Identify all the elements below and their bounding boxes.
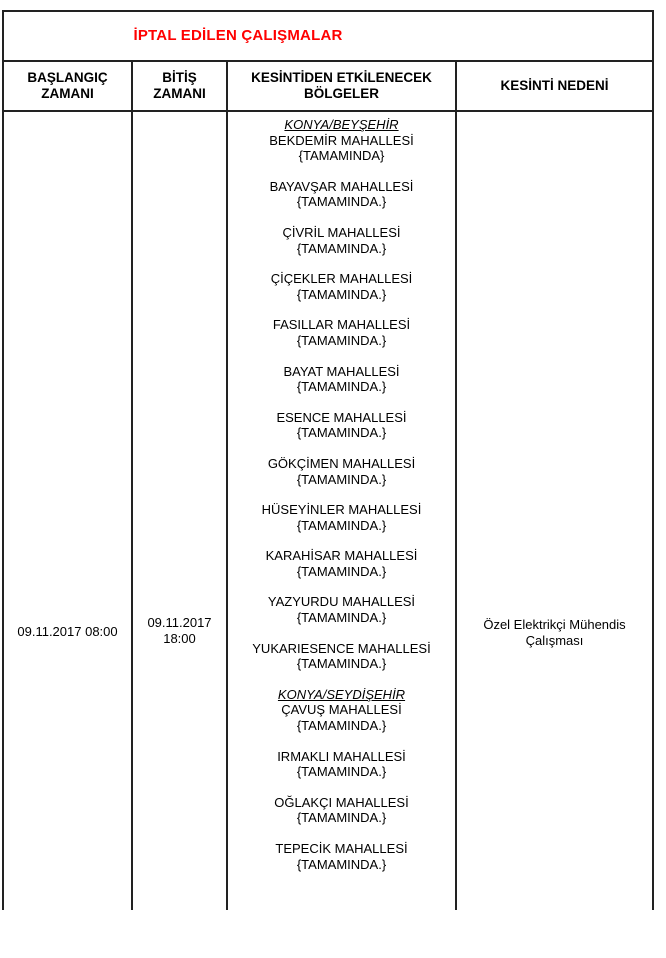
neighborhood-item [228, 456, 455, 487]
neighborhood-list [228, 133, 455, 672]
neighborhood-name: ÇAVUŞ MAHALLESİ [281, 702, 402, 718]
neighborhood-item [228, 548, 455, 579]
neighborhood-item [228, 179, 455, 210]
neighborhood-name: YAZYURDU MAHALLESİ [267, 594, 416, 610]
district-heading: KONYA/BEYŞEHİR [284, 117, 399, 132]
neighborhood-scope: {TAMAMINDA.} [296, 764, 387, 780]
neighborhood-scope: {TAMAMINDA.} [296, 379, 387, 395]
neighborhood-item [228, 410, 455, 441]
neighborhood-name: KARAHİSAR MAHALLESİ [265, 548, 418, 564]
neighborhood-name: HÜSEYİNLER MAHALLESİ [261, 502, 422, 518]
region-group [228, 687, 455, 872]
neighborhood-item [228, 317, 455, 348]
neighborhood-name: YUKARIESENCE MAHALLESİ [252, 640, 431, 656]
neighborhood-name: ÇİÇEKLER MAHALLESİ [270, 271, 413, 287]
column-header-affected-regions: KESİNTİDEN ETKİLENECEK BÖLGELER [228, 62, 457, 110]
neighborhood-item [228, 594, 455, 625]
neighborhood-name: GÖKÇİMEN MAHALLESİ [267, 455, 416, 471]
page-title: İPTAL EDİLEN ÇALIŞMALAR [133, 27, 343, 44]
title-wrap [4, 27, 472, 45]
regions-list [228, 117, 455, 872]
column-header-end-time: BİTİŞ ZAMANI [133, 62, 228, 110]
neighborhood-item [228, 502, 455, 533]
neighborhood-item [228, 271, 455, 302]
neighborhood-scope: {TAMAMINDA.} [296, 718, 387, 734]
neighborhood-scope: {TAMAMINDA.} [296, 563, 387, 579]
neighborhood-item [228, 225, 455, 256]
cell-outage-reason: Özel Elektrikçi Mühendis Çalışması [483, 617, 626, 648]
neighborhood-scope: {TAMAMINDA.} [296, 517, 387, 533]
neighborhood-scope: {TAMAMINDA.} [296, 610, 387, 626]
neighborhood-item [228, 641, 455, 672]
column-header-outage-reason: KESİNTİ NEDENİ [500, 78, 609, 93]
district-heading: KONYA/SEYDİŞEHİR [277, 686, 406, 702]
neighborhood-name: BAYAVŞAR MAHALLESİ [269, 178, 414, 194]
neighborhood-item [228, 841, 455, 872]
neighborhood-name: BEKDEMİR MAHALLESİ [269, 132, 414, 148]
region-group [228, 117, 455, 672]
neighborhood-name: OĞLAKÇI MAHALLESİ [274, 794, 409, 810]
neighborhood-item [228, 133, 455, 164]
neighborhood-item [228, 702, 455, 733]
table-data-row [4, 112, 652, 910]
neighborhood-scope: {TAMAMINDA.} [296, 332, 387, 348]
neighborhood-name: ESENCE MAHALLESİ [276, 409, 407, 425]
cell-end-time: 09.11.2017 18:00 [133, 112, 228, 910]
neighborhood-scope: {TAMAMINDA.} [296, 471, 387, 487]
neighborhood-item [228, 364, 455, 395]
outage-cancellation-table [2, 10, 654, 910]
neighborhood-scope: {TAMAMINDA.} [296, 810, 387, 826]
neighborhood-list [228, 702, 455, 872]
cell-affected-regions [228, 112, 457, 910]
table-title-row [4, 12, 652, 62]
neighborhood-scope: {TAMAMINDA.} [296, 425, 387, 441]
cell-start-time: 09.11.2017 08:00 [4, 112, 133, 910]
neighborhood-name: TEPECİK MAHALLESİ [275, 841, 408, 856]
table-header-row [4, 62, 652, 112]
neighborhood-scope: {TAMAMINDA.} [296, 240, 387, 256]
neighborhood-scope: {TAMAMINDA} [298, 148, 385, 164]
neighborhood-scope: {TAMAMINDA.} [296, 856, 387, 872]
neighborhood-name: BAYAT MAHALLESİ [283, 363, 400, 379]
neighborhood-name: IRMAKLI MAHALLESİ [277, 748, 406, 764]
neighborhood-name: FASILLAR MAHALLESİ [272, 317, 411, 333]
neighborhood-item [228, 749, 455, 780]
neighborhood-scope: {TAMAMINDA.} [296, 656, 387, 672]
neighborhood-item [228, 795, 455, 826]
neighborhood-scope: {TAMAMINDA.} [296, 286, 387, 302]
neighborhood-name: ÇİVRİL MAHALLESİ [282, 224, 401, 240]
neighborhood-scope: {TAMAMINDA.} [296, 194, 387, 210]
column-header-start-time: BAŞLANGIÇ ZAMANI [4, 62, 133, 110]
